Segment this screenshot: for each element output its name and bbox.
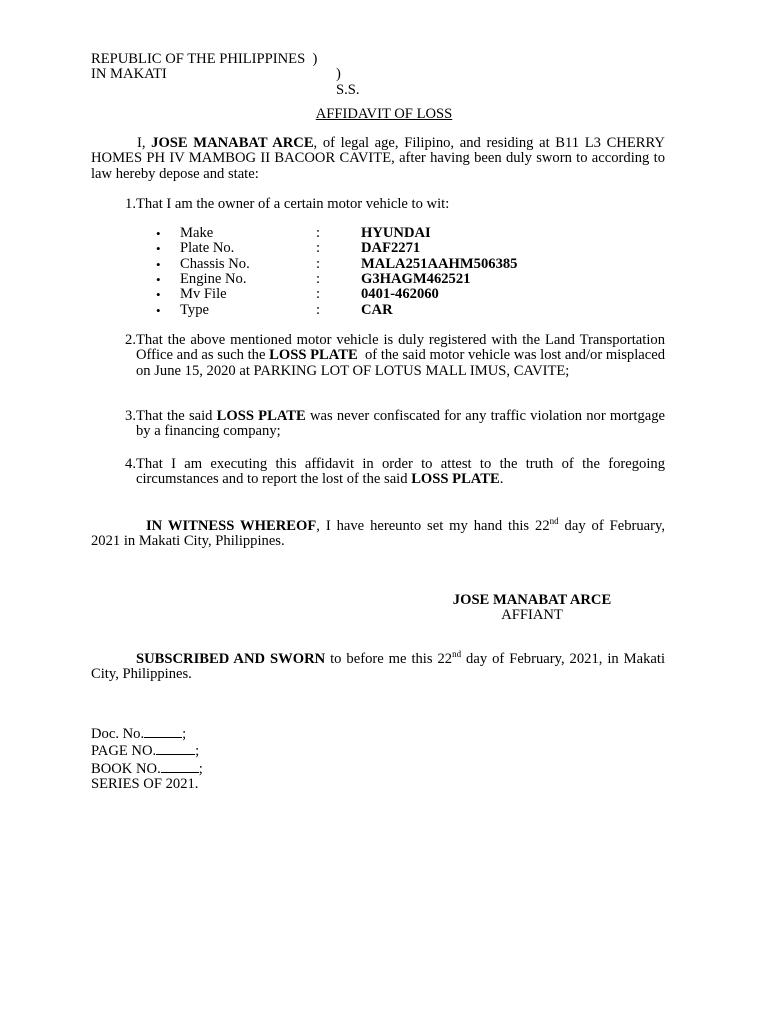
vehicle-value: G3HAGM462521 (361, 270, 471, 287)
separator: : (316, 301, 321, 318)
vehicle-row-mv-file (0, 287, 768, 302)
title-text: AFFIDAVIT OF LOSS (315, 106, 453, 122)
page-no-line (91, 742, 203, 759)
item-text-part: was never confiscated for any traffic violation nor mortgage by a financing company; (136, 408, 665, 440)
numbered-item-2 (112, 332, 669, 379)
venue-caption (91, 51, 360, 98)
caption-line-venue (91, 66, 360, 98)
vehicle-value: DAF2271 (361, 240, 421, 257)
intro-paragraph (91, 136, 665, 182)
vehicle-label: Type (180, 301, 209, 318)
item-number: 2. (125, 332, 136, 348)
jurat-text: to before me this 22 (325, 651, 453, 667)
page-no-blank (156, 742, 195, 755)
item-text (136, 457, 665, 488)
bullet: • (156, 226, 161, 241)
doc-no-blank (144, 725, 182, 738)
item-text: That I am the owner of a certain motor vehicle to wit: (136, 196, 450, 212)
witness-text: day of February, 2021 in Makati City, Philippines. (91, 518, 666, 550)
witness-text: , I have hereunto set my hand this 22 (316, 518, 550, 534)
item-number: 4. (125, 456, 136, 472)
book-no-blank (161, 760, 199, 773)
intro-affiant-name: JOSE MANABAT ARCE (151, 135, 314, 151)
numbered-item-1 (112, 197, 665, 212)
vehicle-value: MALA251AAHM506385 (361, 255, 518, 272)
item-text-part: That I am executing this affidavit in order to attest to the truth of the foregoing circumstances and to report the lost of the said (136, 456, 665, 488)
jurat-paragraph (91, 649, 665, 683)
bullet: • (156, 256, 161, 272)
vehicle-details-list (0, 226, 768, 321)
separator: : (316, 225, 321, 241)
separator: : (316, 240, 321, 257)
punctuation: ; (195, 743, 200, 760)
vehicle-label: Make (180, 225, 214, 241)
ordinal-suffix: nd (452, 649, 462, 659)
numbered-item-4 (112, 457, 665, 488)
signature-block (416, 593, 648, 624)
vehicle-row-plate (0, 241, 768, 256)
bullet: • (156, 241, 161, 257)
item-emphasis: LOSS PLATE (216, 408, 306, 424)
doc-no-line (91, 725, 203, 742)
witness-emphasis: IN WITNESS WHEREOF (146, 518, 317, 534)
document-title (0, 107, 768, 122)
jurat-text: day of February, 2021, in Makati City, Philippines. (91, 651, 665, 683)
vehicle-value: CAR (361, 301, 393, 318)
witness-paragraph (91, 516, 666, 550)
affiant-role: AFFIANT (501, 607, 563, 624)
vehicle-label: Engine No. (180, 270, 247, 287)
vehicle-label: Mv File (180, 286, 227, 303)
item-text-part: That the said (136, 408, 217, 424)
page-no-label: PAGE NO. (91, 743, 157, 760)
caption-line-republic: REPUBLIC OF THE PHILIPPINES ) (91, 51, 318, 67)
notarial-register (91, 725, 203, 793)
bullet: • (156, 287, 161, 303)
series-line: SERIES OF 2021. (91, 776, 199, 793)
item-emphasis: LOSS PLATE (269, 347, 358, 364)
book-no-line (91, 760, 203, 777)
item-text-part: That the above mentioned motor vehicle is duly registered with the Land Transportation Office and as such the (136, 332, 665, 364)
affiant-signature-name: JOSE MANABAT ARCE (452, 592, 612, 608)
item-text (136, 409, 665, 440)
ordinal-suffix: nd (549, 516, 559, 526)
separator: : (316, 270, 321, 287)
bullet: • (156, 271, 161, 287)
item-number: 3. (125, 408, 136, 424)
vehicle-label: Plate No. (180, 240, 235, 257)
separator: : (316, 255, 321, 272)
vehicle-value: 0401-462060 (361, 286, 439, 303)
item-number: 1. (125, 196, 136, 212)
punctuation: ; (182, 726, 187, 742)
doc-no-label: Doc. No. (91, 726, 145, 742)
vehicle-label: Chassis No. (180, 255, 250, 272)
item-text (136, 332, 669, 379)
punctuation: ; (198, 760, 203, 777)
bullet: • (156, 302, 161, 318)
item-text-part: of the said motor vehicle was lost and/or misplaced on June 15, 2020 at PARKING LOT OF LOTUS MALL IMUS, CAVITE; (136, 347, 669, 379)
numbered-item-3 (112, 409, 665, 440)
vehicle-row-engine (0, 272, 768, 287)
jurat-emphasis: SUBSCRIBED AND SWORN (136, 651, 326, 667)
intro-prefix: I, (137, 135, 152, 151)
item-text-part: . (499, 471, 504, 488)
item-emphasis: LOSS PLATE (411, 471, 500, 488)
vehicle-row-make (0, 226, 768, 241)
vehicle-row-chassis (0, 257, 768, 272)
caption-venue-city: IN MAKATI (91, 66, 167, 83)
vehicle-value: HYUNDAI (361, 225, 431, 241)
book-no-label: BOOK NO. (91, 760, 161, 777)
vehicle-row-type (0, 303, 768, 318)
intro-text: , of legal age, Filipino, and residing at B11 L3 CHERRY HOMES PH IV MAMBOG II BACOOR CAVITE, after having been duly sworn to according to law hereby depose and state: (91, 135, 665, 182)
separator: : (316, 286, 321, 303)
caption-ss: ) S.S. (336, 66, 360, 98)
